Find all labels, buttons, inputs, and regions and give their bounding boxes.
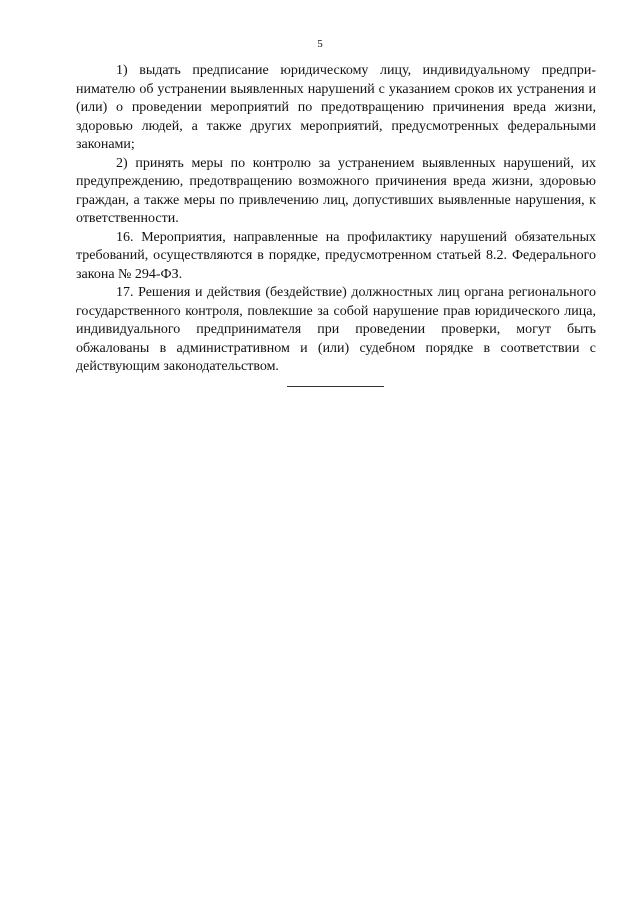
document-body [76, 62, 596, 377]
paragraph-16: 16. Мероприятия, направленные на профилактику нарушений обязательных требований, осуществляются в порядке, предусмотренном статьей 8.2. Федерального закона № 294-ФЗ. [76, 229, 596, 282]
paragraph-item-1: 1) выдать предписание юридическому лицу, индивидуальному предпринимателю об устранении выявленных нарушений с указанием сроков их устранения и (или) о проведении мероприятий по предотвращению причинения вреда жизни, здоровью людей, а также других мероприятий, предусмотренных федеральными законами; [76, 63, 596, 152]
page-number: 5 [317, 38, 323, 50]
paragraph-17: 17. Решения и действия (бездействие) должностных лиц органа регионального государственного контроля, повлекшие за собой нарушение прав юридического лица, индивидуального предпринимателя при проведении проверки, могут быть обжалованы в административном и (или) судебном порядке в соответствии с действующим законодательством. [76, 285, 596, 374]
paragraph-item-2: 2) принять меры по контролю за устранением выявленных нарушений, их предупреждению, предотвращению возможного причинения вреда жизни, здоровью граждан, а также меры по привлечению лиц, допустивших выявленные нарушения, к ответственности. [76, 155, 596, 226]
end-divider [287, 386, 384, 387]
